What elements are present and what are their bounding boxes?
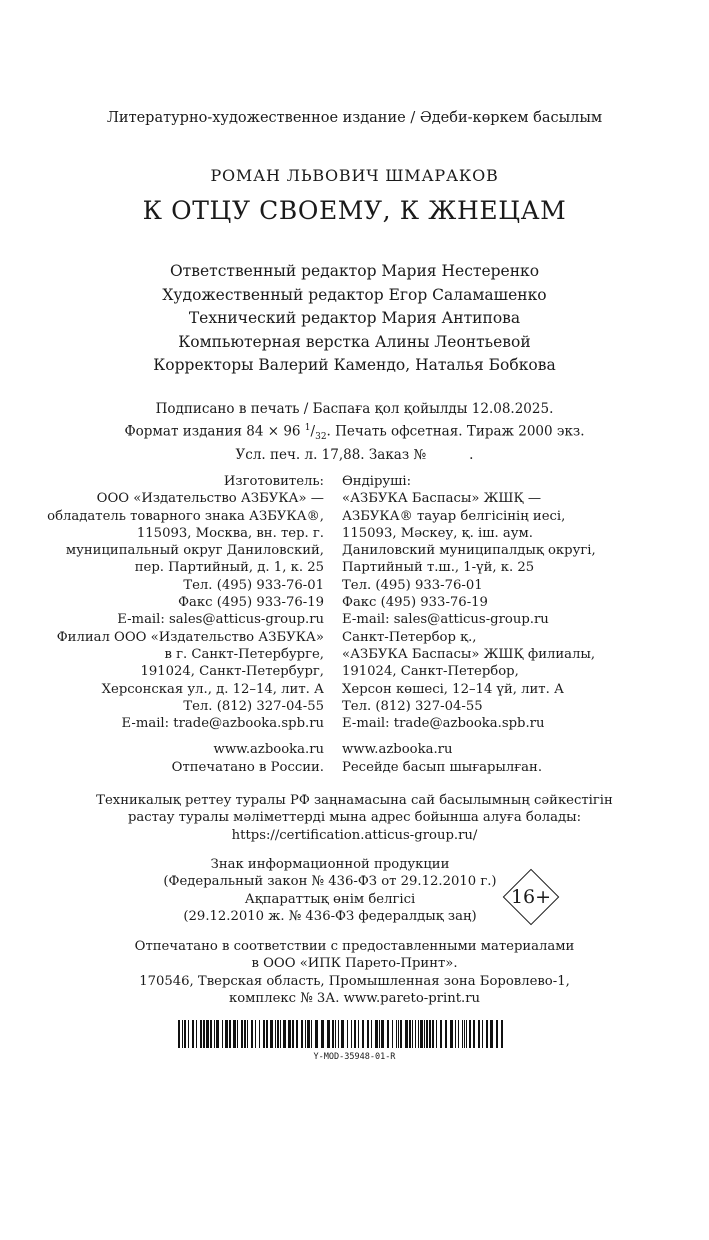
barcode-bar (280, 1020, 281, 1048)
printing-info (0, 400, 709, 465)
credit-line: Ответственный редактор Мария Нестеренко (169, 262, 540, 280)
barcode-bar (244, 1020, 246, 1048)
barcode-bar (379, 1020, 380, 1048)
barcode-bar (184, 1020, 186, 1048)
barcode-bar (237, 1020, 238, 1048)
barcode-bar (305, 1020, 306, 1048)
barcode-bar (307, 1020, 310, 1048)
barcode-bar (251, 1020, 253, 1048)
barcode-bar (354, 1020, 356, 1048)
address-line: E-mail: sales@atticus-group.ru (342, 612, 549, 628)
address-line: Тел. (495) 933-76-01 (183, 577, 324, 593)
barcode-id: Y-MOD-35948-01-R (313, 1052, 396, 1062)
barcode-bar (400, 1020, 402, 1048)
barcode-bar (283, 1020, 286, 1048)
barcode-bar (398, 1020, 399, 1048)
address-line (47, 732, 324, 741)
address-line: Филиал ООО «Издательство АЗБУКА» (56, 629, 324, 645)
address-line: 191024, Санкт-Петербург, (140, 664, 324, 680)
credit-line: Корректоры Валерий Камендо, Наталья Бобкова (153, 356, 556, 375)
barcode-bar (315, 1020, 318, 1048)
barcode-bar (432, 1020, 434, 1048)
barcode-bar (216, 1020, 219, 1048)
barcode-bar (214, 1020, 215, 1048)
address-line: обладатель товарного знака АЗБУКА®, (47, 508, 324, 524)
address-line: Даниловский муниципалдық округі, (342, 543, 596, 559)
barcode-bar (225, 1020, 228, 1048)
book-title: К ОТЦУ СВОЕМУ, К ЖНЕЦАМ (142, 196, 567, 225)
staff-credits (0, 260, 709, 378)
format-prefix: Формат издания 84 × 96 (124, 423, 301, 439)
address-line: АЗБУКА® тауар белгісінің иесі, (342, 508, 566, 524)
sign-line: Знак информационной продукции (210, 857, 450, 872)
barcode-bar (275, 1020, 276, 1048)
barcode-bar (358, 1020, 359, 1048)
barcode-bar (462, 1020, 463, 1048)
barcode-bar (351, 1020, 352, 1048)
cert-line: растау туралы мәліметтерді мына адрес бойынша алуға болады: (127, 810, 582, 826)
address-line: E-mail: trade@azbooka.spb.ru (342, 716, 545, 732)
manufacturer-ru (47, 473, 324, 776)
address-line: Тел. (495) 933-76-01 (342, 577, 483, 593)
barcode-bar (301, 1020, 303, 1048)
barcode-bar (292, 1020, 294, 1048)
address-line: «АЗБУКА Баспасы» ЖШҚ филиалы, (342, 646, 596, 662)
certification-note (0, 792, 709, 844)
barcode-bar (424, 1020, 425, 1048)
address-line: Тел. (812) 327-04-55 (342, 698, 483, 714)
address-line (342, 732, 596, 741)
barcode-bar (381, 1020, 384, 1048)
sign-line: (29.12.2010 ж. № 436-ФЗ федералдық заң) (183, 908, 477, 924)
barcode-bar (311, 1020, 312, 1048)
barcode-bar (478, 1020, 480, 1048)
barcode-bar (362, 1020, 364, 1048)
barcode-bar (266, 1020, 268, 1048)
barcode-bar (466, 1020, 467, 1048)
barcode-bar (450, 1020, 453, 1048)
address-line: Херсон көшесі, 12–14 үй, лит. А (342, 681, 564, 697)
sign-line: Ақпараттық өнім белгісі (244, 891, 416, 907)
address-line: Херсонская ул., д. 12–14, лит. А (101, 681, 324, 697)
printer-line: комплекс № 3А. www.pareto-print.ru (228, 990, 480, 1006)
sheets-line: Усл. печ. л. 17,88. Заказ № . (235, 447, 474, 464)
address-line: 191024, Санкт-Петербор, (342, 664, 519, 680)
address-line: Факс (495) 933-76-19 (178, 595, 324, 611)
address-line: Изготовитель: (223, 474, 324, 489)
barcode-bar (371, 1020, 372, 1048)
barcode-bar (418, 1020, 419, 1048)
barcode-bar (222, 1020, 223, 1048)
format-denominator: 32 (315, 431, 327, 442)
barcode-bar (259, 1020, 260, 1048)
credit-line: Технический редактор Мария Антипова (188, 309, 521, 328)
barcode (178, 1020, 503, 1048)
barcode-bar (192, 1020, 194, 1048)
barcode-bar (387, 1020, 389, 1048)
credit-line: Компьютерная верстка Алины Леонтьевой (178, 332, 531, 351)
cert-line: Техникалық реттеу туралы РФ заңнамасына сай басылымның сәйкестігін (96, 793, 613, 808)
address-line: в г. Санкт-Петербурге, (164, 646, 324, 662)
address-line: Отпечатано в России. (171, 759, 324, 775)
barcode-bar (455, 1020, 456, 1048)
barcode-bar (445, 1020, 447, 1048)
age-rating-badge (500, 866, 562, 928)
barcode-bar (436, 1020, 437, 1048)
barcode-bar (375, 1020, 378, 1048)
barcode-bar (263, 1020, 265, 1048)
barcode-bar (367, 1020, 369, 1048)
cert-url: https://certification.atticus-group.ru/ (231, 827, 478, 843)
address-line: Өндіруші: (342, 474, 412, 489)
barcode-bar (182, 1020, 183, 1048)
barcode-bar (486, 1020, 488, 1048)
barcode-bar (247, 1020, 248, 1048)
address-line: Партийный т.ш., 1-үй, к. 25 (342, 560, 535, 576)
barcode-bar (277, 1020, 279, 1048)
address-line: 115093, Мәскеу, қ. іш. аум. (342, 525, 533, 541)
address-line: Факс (495) 933-76-19 (342, 595, 488, 611)
barcode-bar (270, 1020, 273, 1048)
barcode-bar (296, 1020, 298, 1048)
address-line: пер. Партийный, д. 1, к. 25 (134, 560, 324, 576)
barcode-bar (255, 1020, 256, 1048)
address-line: www.azbooka.ru (342, 742, 453, 758)
address-line: «АЗБУКА Баспасы» ЖШҚ — (342, 491, 542, 507)
printer-line: 170546, Тверская область, Промышленная зона Боровлево-1, (139, 973, 570, 989)
address-line: муниципальный округ Даниловский, (65, 543, 324, 559)
address-line: 115093, Москва, вн. тер. г. (136, 525, 324, 541)
series-label: Литературно-художественное издание / Әдеби-көркем басылым (106, 110, 603, 126)
barcode-bar (501, 1020, 503, 1048)
barcode-bar (335, 1020, 336, 1048)
barcode-bar (490, 1020, 493, 1048)
barcode-bar (241, 1020, 243, 1048)
barcode-bar (458, 1020, 459, 1048)
barcode-bar (188, 1020, 189, 1048)
barcode-bar (412, 1020, 413, 1048)
barcode-bar (327, 1020, 330, 1048)
barcode-bar (321, 1020, 324, 1048)
address-line: E-mail: trade@azbooka.spb.ru (121, 716, 324, 732)
format-line: Формат издания 84 × 96 $^1/_{32}$. Печать офсетная. Тираж 2000 экз. (124, 422, 585, 442)
barcode-bar (332, 1020, 334, 1048)
barcode-bar (347, 1020, 348, 1048)
address-line: www.azbooka.ru (213, 742, 324, 758)
barcode-bar (288, 1020, 291, 1048)
barcode-bar (482, 1020, 483, 1048)
barcode-bar (405, 1020, 408, 1048)
barcode-bar (341, 1020, 344, 1048)
format-suffix: . Печать офсетная. Тираж 2000 экз. (326, 423, 585, 439)
barcode-bar (200, 1020, 202, 1048)
address-line: E-mail: sales@atticus-group.ru (117, 612, 324, 628)
printer-info (0, 938, 709, 1007)
printer-line: в ООО «ИПК Парето-Принт». (251, 956, 458, 972)
barcode-bar (415, 1020, 416, 1048)
address-line: Санкт-Петербор қ., (342, 629, 477, 645)
barcode-bar (464, 1020, 465, 1048)
age-rating-label: 16+ (510, 886, 552, 908)
manufacturer-kz (342, 473, 596, 776)
format-numerator: 1 (304, 422, 311, 433)
barcode-bar (496, 1020, 498, 1048)
barcode-bar (392, 1020, 393, 1048)
address-line: Ресейде басып шығарылған. (342, 759, 543, 775)
barcode-bar (233, 1020, 236, 1048)
barcode-bar (409, 1020, 411, 1048)
address-line: ООО «Издательство АЗБУКА» — (96, 491, 324, 507)
signed-date: Подписано в печать / Баспаға қол қойылды 12.08.2025. (155, 401, 554, 417)
credit-line: Художественный редактор Егор Саламашенко (162, 285, 547, 304)
barcode-bar (426, 1020, 428, 1048)
barcode-bar (440, 1020, 442, 1048)
sign-text (160, 856, 500, 925)
sign-line: (Федеральный закон № 436-ФЗ от 29.12.2010 г.) (163, 874, 497, 890)
barcode-bar (196, 1020, 197, 1048)
barcode-bar (338, 1020, 339, 1048)
barcode-bar (206, 1020, 209, 1048)
barcode-bar (429, 1020, 431, 1048)
barcode-bar (203, 1020, 205, 1048)
barcode-bar (469, 1020, 471, 1048)
printer-line: Отпечатано в соответствии с предоставленными материалами (134, 939, 575, 954)
barcode-bar (229, 1020, 231, 1048)
barcode-bar (473, 1020, 475, 1048)
barcode-bar (420, 1020, 423, 1048)
barcode-bar (178, 1020, 180, 1048)
address-line: Тел. (812) 327-04-55 (183, 698, 324, 714)
barcode-bar (396, 1020, 397, 1048)
barcode-bar (210, 1020, 212, 1048)
author-name: РОМАН ЛЬВОВИЧ ШМАРАКОВ (210, 166, 499, 185)
